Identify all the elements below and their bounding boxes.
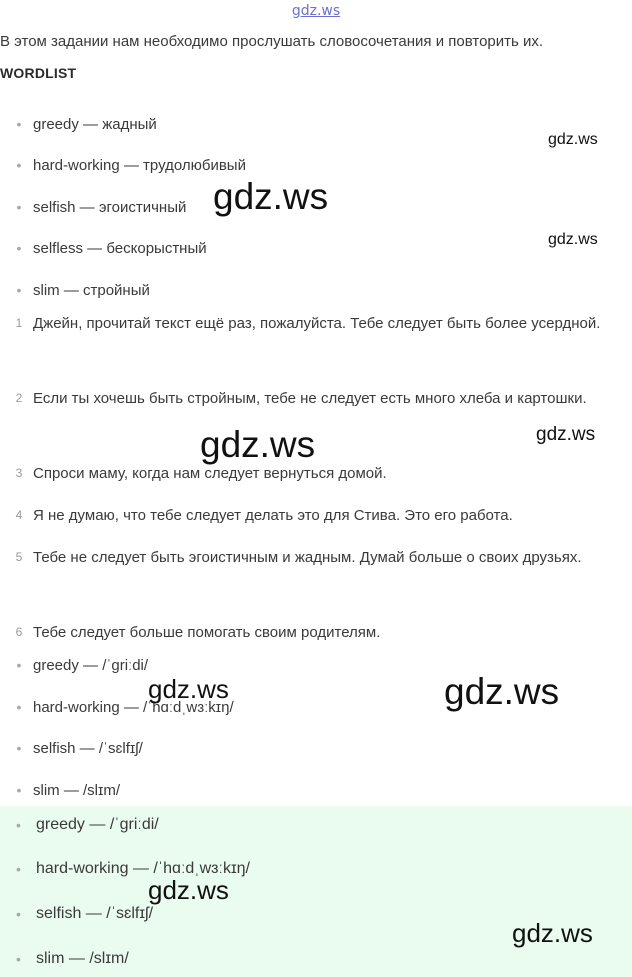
bullet-icon: •: [16, 861, 21, 877]
bullet-icon: •: [16, 199, 22, 215]
item-number: 3: [15, 466, 23, 480]
item-number: 6: [15, 625, 23, 639]
pronunciation-text: hard-working — /ˈhɑːdˌwɜːkɪŋ/: [36, 860, 250, 877]
pronunciation-text: greedy — /ˈɡriːdi/: [33, 657, 149, 674]
pronunciation-text: selfish — /ˈsɛlfɪʃ/: [33, 740, 143, 757]
list-item-text: selfless — бескорыстный: [33, 240, 207, 257]
list-item-text: hard-working — трудолюбивый: [33, 157, 246, 174]
bullet-icon: •: [16, 951, 21, 967]
watermark: gdz.ws: [536, 424, 596, 445]
bullet-icon: •: [16, 240, 22, 256]
list-item-text: selfish — эгоистичный: [33, 199, 187, 216]
list-item-text: greedy — жадный: [33, 116, 157, 133]
item-number: 5: [15, 550, 23, 564]
wordlist-heading: WORDLIST: [0, 65, 77, 81]
pronunciation-text: hard-working — /ˈhɑːdˌwɜːkɪŋ/: [33, 699, 234, 716]
watermark: gdz.ws: [512, 918, 593, 948]
item-number: 4: [15, 508, 23, 522]
watermark: gdz.ws: [548, 131, 598, 148]
numbered-item-text: Я не думаю, что тебе следует делать это для Стива. Это его работа.: [33, 507, 513, 524]
bullet-icon: •: [16, 740, 22, 756]
site-link-top[interactable]: gdz.ws: [291, 3, 341, 19]
bullet-icon: •: [16, 906, 21, 922]
numbered-item-text: Джейн, прочитай текст ещё раз, пожалуйста. Тебе следует быть более усердной.: [33, 315, 601, 332]
bullet-icon: •: [16, 282, 22, 298]
bullet-icon: •: [16, 116, 22, 132]
bullet-icon: •: [16, 157, 22, 173]
pronunciation-text: slim — /slɪm/: [33, 782, 120, 799]
pronunciation-text: selfish — /ˈsɛlfɪʃ/: [36, 905, 154, 922]
numbered-item-text: Тебе следует больше помогать своим родителям.: [33, 624, 381, 641]
watermark: gdz.ws: [200, 424, 316, 465]
watermark: gdz.ws: [213, 176, 329, 217]
bullet-icon: •: [16, 817, 21, 833]
watermark: gdz.ws: [444, 671, 560, 712]
pronunciation-text: greedy — /ˈɡriːdi/: [36, 816, 159, 833]
bullet-icon: •: [16, 699, 22, 715]
numbered-item-text: Если ты хочешь быть стройным, тебе не следует есть много хлеба и картошки.: [33, 390, 587, 407]
item-number: 2: [15, 391, 23, 405]
watermark: gdz.ws: [548, 231, 598, 248]
numbered-item-text: Тебе не следует быть эгоистичным и жадным. Думай больше о своих друзьях.: [33, 549, 582, 566]
intro-text: В этом задании нам необходимо прослушать словосочетания и повторить их.: [0, 33, 544, 50]
bullet-icon: •: [16, 657, 22, 673]
list-item-text: slim — стройный: [33, 282, 150, 299]
numbered-item-text: Спроси маму, когда нам следует вернуться домой.: [33, 465, 387, 482]
bullet-icon: •: [16, 782, 22, 798]
watermark: gdz.ws: [148, 875, 229, 905]
item-number: 1: [15, 316, 23, 330]
pronunciation-text: slim — /slɪm/: [36, 950, 129, 967]
watermark: gdz.ws: [148, 674, 229, 704]
